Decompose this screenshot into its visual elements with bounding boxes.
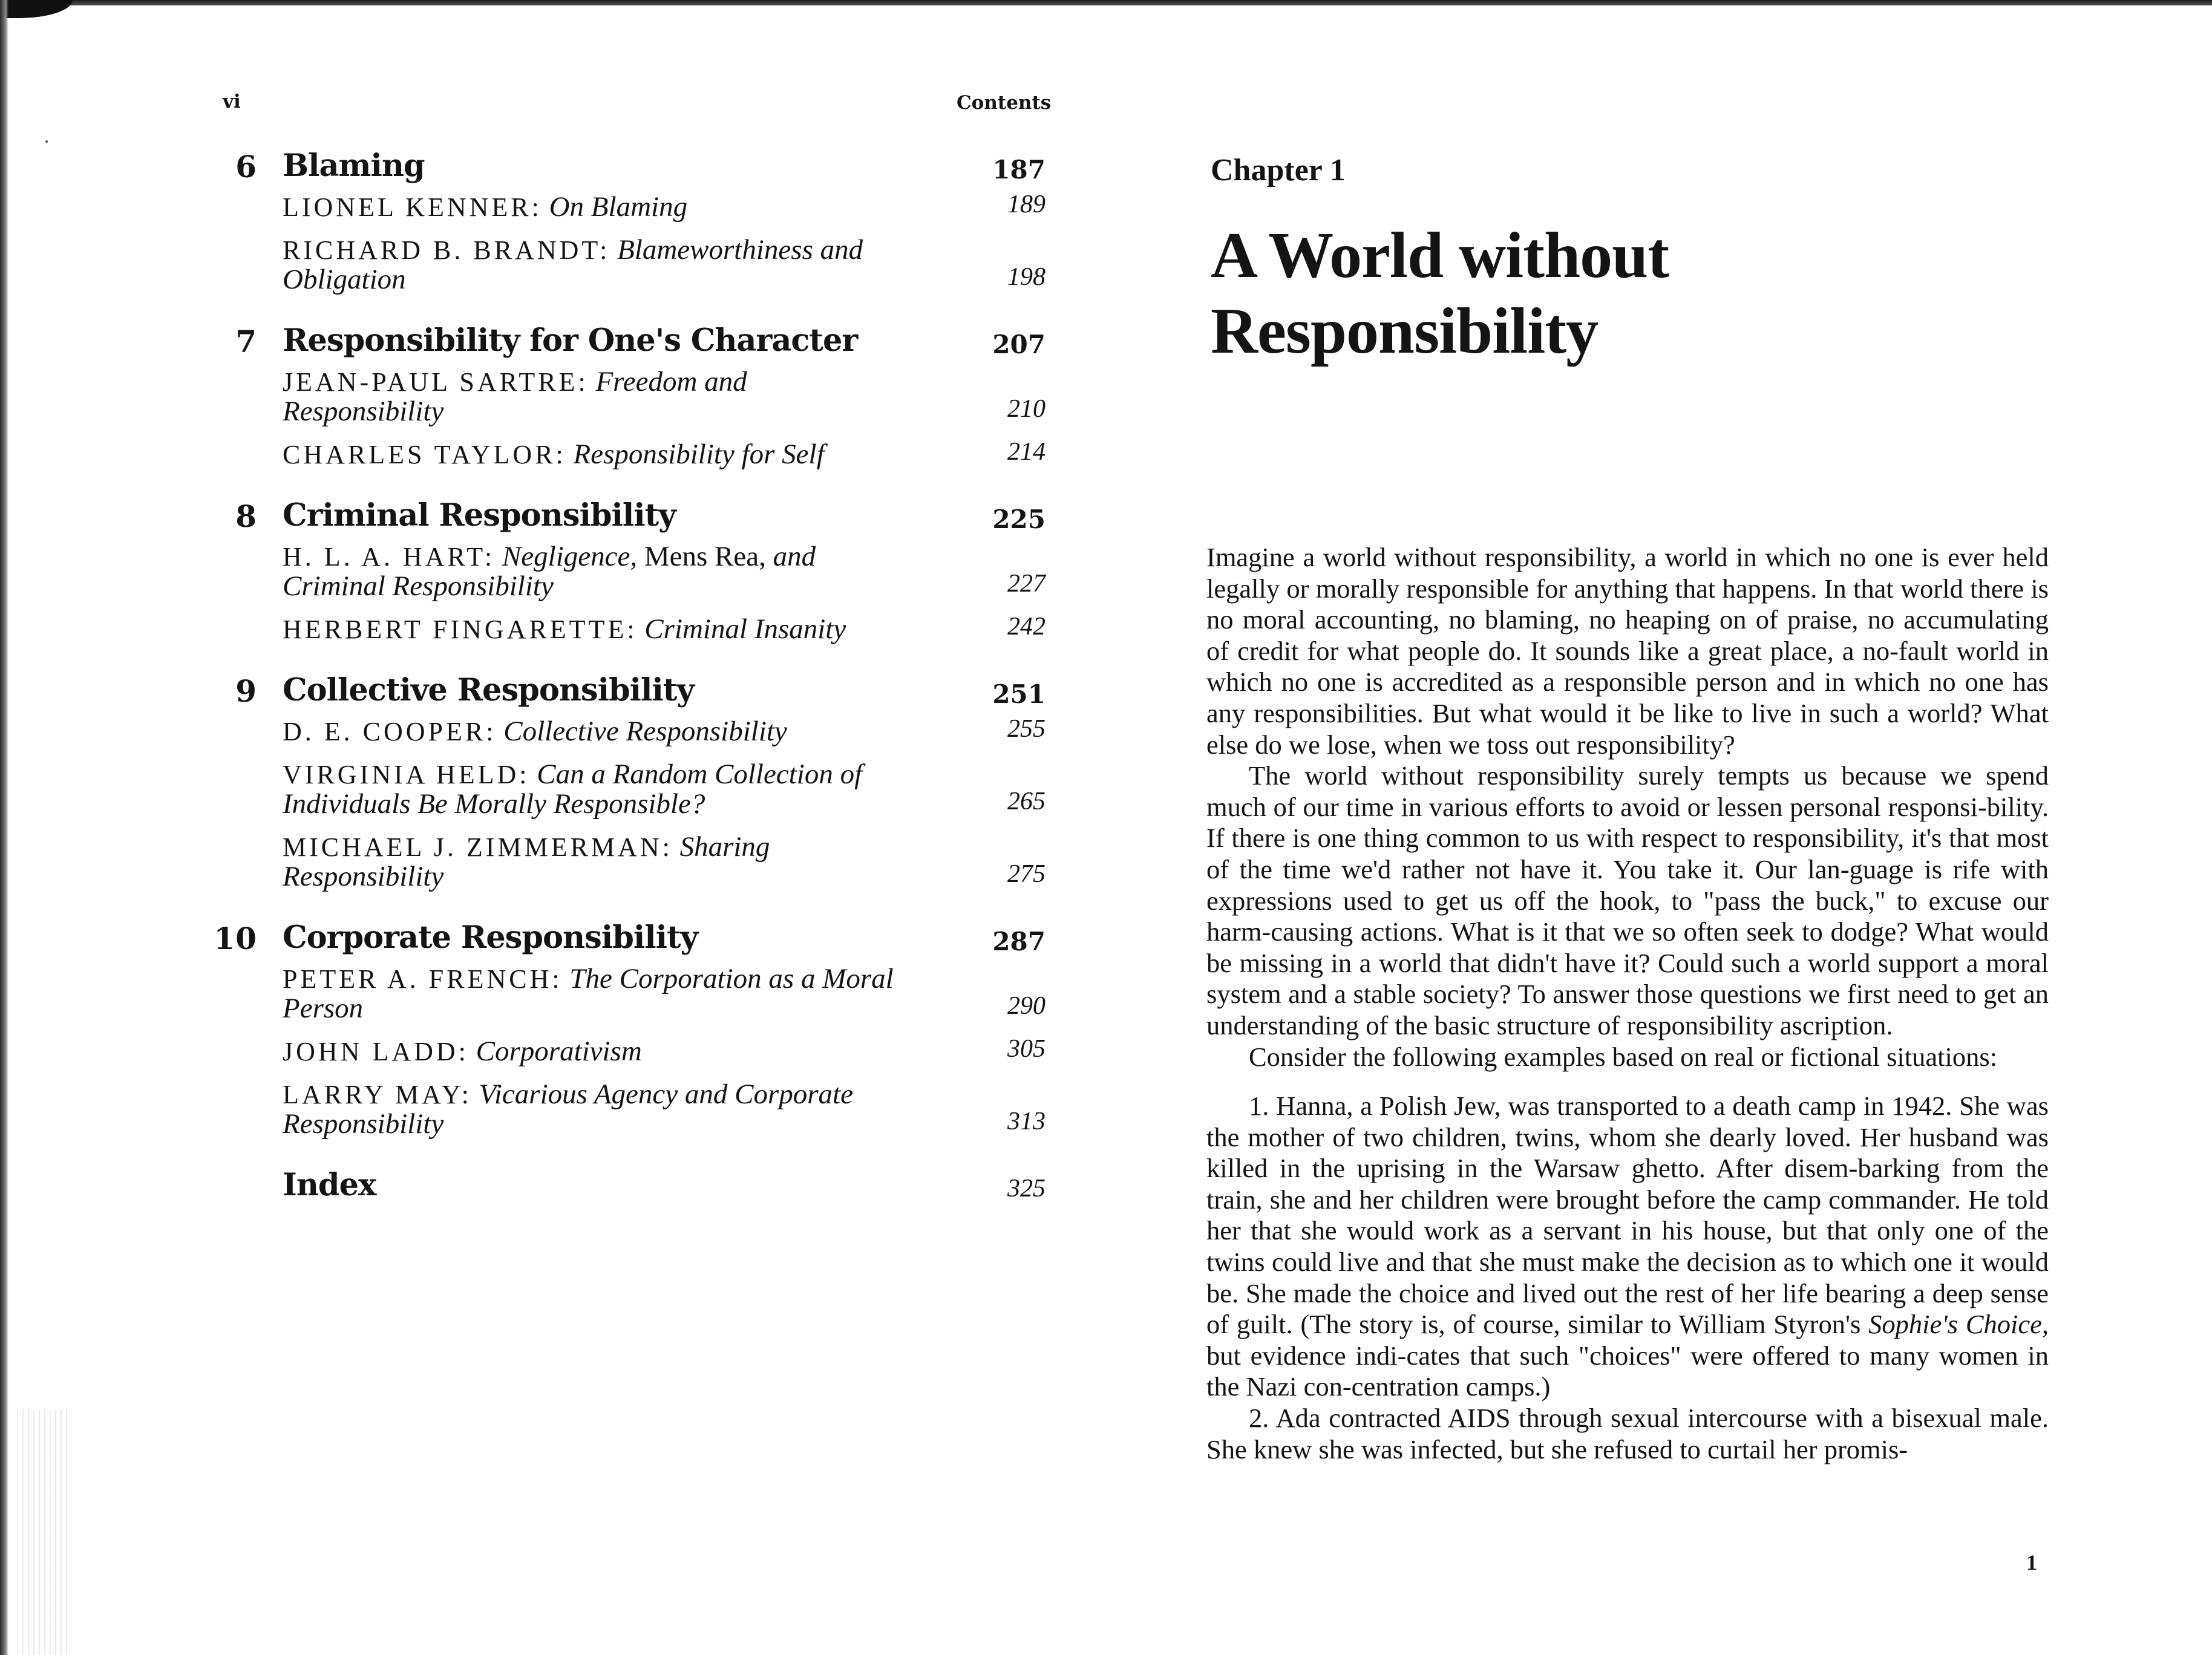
- entry-work: Corporativism: [476, 1036, 642, 1067]
- entry-author: JEAN-PAUL SARTRE:: [283, 367, 589, 397]
- toc-entry: [283, 1037, 1053, 1066]
- toc-chapter: [206, 140, 1053, 192]
- example-paragraph: [1206, 1091, 2049, 1403]
- toc-entry: [283, 1080, 1053, 1139]
- entry-author: CHARLES TAYLOR:: [283, 440, 566, 469]
- scan-edge-corner: [0, 0, 73, 18]
- entry-work: Negligence,: [502, 541, 638, 572]
- chapter-page: 187: [992, 155, 1045, 184]
- chapter-page: 251: [992, 679, 1045, 709]
- chapter-body: [1206, 542, 2049, 1465]
- entry-page: 198: [1007, 263, 1045, 291]
- toc-entry: [283, 542, 1053, 601]
- entry-page: 255: [1007, 715, 1045, 743]
- body-paragraph: Consider the following examples based on real or fictional situations:: [1249, 1041, 1998, 1072]
- toc-chapter: [206, 665, 1053, 717]
- entry-author: H. L. A. HART:: [283, 542, 496, 572]
- example-text: but evidence indi-cates that such "choices" were offered to many women in the Nazi con-centration camps.): [1206, 1340, 2049, 1402]
- chapter-heading: [1211, 218, 1669, 369]
- toc-entry: [283, 440, 1053, 469]
- chapter-title: Criminal Responsibility: [283, 497, 676, 534]
- entry-work: Freedom and Responsibility: [283, 366, 747, 427]
- entry-page: 313: [1007, 1108, 1045, 1135]
- entry-page: 275: [1007, 860, 1045, 888]
- running-head-page-number: vi: [223, 91, 241, 113]
- entry-page: 265: [1007, 788, 1045, 815]
- toc-entry: [283, 367, 1053, 426]
- body-paragraph: The world without responsibility surely tempts us because we spend much of our time in various efforts to avoid or lessen personal responsi-bility. If there is one thing common to us with respect to responsibility, it's that most of the time we'd rather not have it. You take it. Our lan-guage is rife with expressions used to get us off the hook, to "pass the buck," to excuse our harm-causing actions. What is it that we so often seek to dodge? What would be missing in a world that didn't have it? Could such a world support a moral system and a stable society? To answer those questions we first need to get an understanding of the basic structure of responsibility ascription.: [1206, 760, 2049, 1040]
- chapter-title: Corporate Responsibility: [283, 919, 698, 956]
- entry-author: LARRY MAY:: [283, 1080, 472, 1109]
- body-paragraph: Imagine a world without responsibility, a world in which no one is ever held legally or morally responsible for anything that happens. In that world there is no moral accounting, no blaming, no heaping on of praise, no accumulating of credit for what people do. It sounds like a great place, a no-fault world in which no one is accredited as a responsible person and in which no one has any responsibilities. But what would it be like to live in such a world? What else do we lose, when we toss out responsibility?: [1206, 542, 2049, 760]
- chapter-number: 7: [235, 324, 257, 359]
- entry-page: 227: [1007, 570, 1045, 598]
- toc-chapter: [206, 912, 1053, 964]
- entry-work: On Blaming: [549, 191, 688, 223]
- entry-work: Collective Responsibility: [503, 716, 787, 747]
- index-page: 325: [1007, 1175, 1045, 1203]
- chapter-title: Blaming: [283, 148, 425, 184]
- entry-work: Can a Random Collection of Individuals Be Morally Responsible?: [283, 759, 863, 820]
- entry-author: JOHN LADD:: [283, 1037, 469, 1066]
- gutter-shadow: [17, 1409, 71, 1655]
- entry-author: PETER A. FRENCH:: [283, 964, 563, 994]
- entry-page: 242: [1007, 613, 1045, 641]
- chapter-number: 6: [235, 149, 257, 184]
- entry-author: RICHARD B. BRANDT:: [283, 235, 610, 265]
- toc-entry: [283, 615, 1053, 644]
- index-title: Index: [283, 1167, 376, 1203]
- entry-author: MICHAEL J. ZIMMERMAN:: [283, 832, 673, 862]
- running-head-title: Contents: [957, 92, 1052, 114]
- toc-entry: [283, 832, 1053, 892]
- entry-work: and Criminal Responsibility: [283, 541, 816, 602]
- chapter-number: 8: [235, 498, 257, 534]
- entry-page: 214: [1007, 438, 1045, 466]
- entry-work: Vicarious Agency and Corporate Responsibility: [283, 1079, 853, 1140]
- toc-chapter: [206, 315, 1053, 367]
- toc-chapter: [206, 490, 1053, 542]
- entry-author: VIRGINIA HELD:: [283, 760, 530, 789]
- chapter-title: Responsibility for One's Character: [283, 322, 858, 359]
- toc-entry: [283, 717, 1053, 746]
- chapter-title: Collective Responsibility: [283, 672, 694, 708]
- chapter-number: 10: [214, 921, 257, 956]
- entry-page: 290: [1007, 992, 1045, 1020]
- example-book-title: Sophie's Choice,: [1868, 1309, 2049, 1340]
- entry-author: LIONEL KENNER:: [283, 192, 542, 222]
- scan-edge-top: [0, 0, 2212, 5]
- entry-work: Blameworthiness and Obligation: [283, 234, 863, 295]
- chapter-number: 9: [235, 673, 257, 709]
- toc-entry: [283, 964, 1053, 1023]
- entry-work-roman: Mens Rea,: [637, 541, 773, 572]
- scan-speck: [45, 140, 48, 143]
- chapter-heading-line: Responsibility: [1211, 295, 1598, 367]
- scan-edge-left: [0, 0, 8, 1655]
- toc-index: [206, 1160, 1053, 1212]
- example-text: 1. Hanna, a Polish Jew, was transported to a death camp in 1942. She was the mother of two children, twins, whom she dearly loved. Her husband was killed in the uprising in the Warsaw ghetto. After disem-barking from the train, she and her children were brought before the camp commander. He told her that she would work as a servant in his house, but that only one of the twins could live and that she must make the decision as to which one it would be. She made the choice and lived out the rest of her life bearing a deep sense of guilt. (The story is, of course, similar to William Styron's: [1206, 1091, 2049, 1340]
- entry-page: 305: [1007, 1035, 1045, 1063]
- chapter-page: 207: [992, 330, 1045, 359]
- toc-entry: [283, 192, 1053, 222]
- chapter-page: 287: [992, 927, 1045, 956]
- table-of-contents: [206, 140, 1053, 1212]
- entry-work: Responsibility for Self: [573, 439, 825, 470]
- toc-entry: [283, 235, 1053, 295]
- chapter-page: 225: [992, 504, 1045, 534]
- entry-page: 189: [1007, 191, 1045, 218]
- chapter-label: Chapter 1: [1211, 153, 1346, 188]
- page-number: 1: [2026, 1550, 2037, 1575]
- entry-page: 210: [1007, 395, 1045, 423]
- chapter-heading-line: A World without: [1211, 220, 1669, 292]
- entry-author: D. E. COOPER:: [283, 717, 497, 746]
- entry-author: HERBERT FINGARETTE:: [283, 615, 638, 644]
- toc-entry: [283, 760, 1053, 819]
- entry-work: Sharing Responsibility: [283, 831, 770, 892]
- example-paragraph: 2. Ada contracted AIDS through sexual intercourse with a bisexual male. She knew she was infected, but she refused to curtail her promis-: [1206, 1403, 2049, 1464]
- entry-work: Criminal Insanity: [644, 613, 846, 645]
- entry-work: The Corporation as a Moral Person: [283, 963, 894, 1024]
